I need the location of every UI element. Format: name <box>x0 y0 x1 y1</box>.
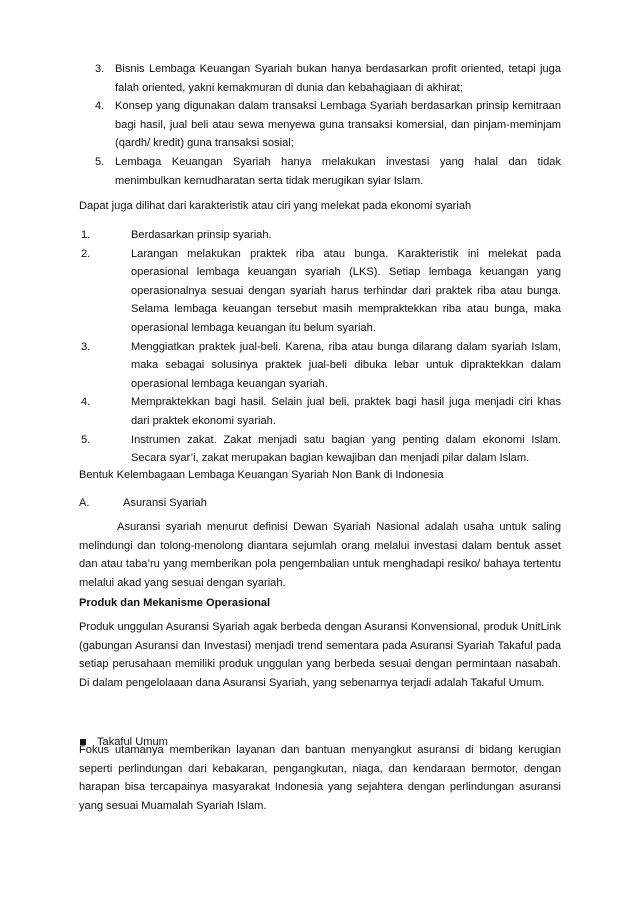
product-heading-text: Produk dan Mekanisme Operasional <box>79 597 271 609</box>
list-item <box>79 245 561 338</box>
list-item <box>79 393 561 430</box>
list-item <box>79 153 561 190</box>
list-number: 1. <box>81 229 91 241</box>
section-a-title: Asuransi Syariah <box>123 497 207 509</box>
product-paragraph: Produk unggulan Asuransi Syariah agak berbeda dengan Asuransi Konvensional, produk UnitLink (gabungan Asuransi dan Investasi) menjadi trend sementara pada Asuransi Syariah Takaful pada setiap perusahaan memiliki produk unggulan yang berbeda sesuai dengan permintaan nasabah. Di dalam pengelolaaan dana Asuransi Syariah, yang sebenarnya terjadi adalah Takaful Umum. <box>79 621 561 689</box>
list-number: 5. <box>95 155 105 168</box>
list-item <box>79 226 561 245</box>
list-text: Instrumen zakat. Zakat menjadi satu bagian yang penting dalam ekonomi Islam. Secara syar’i, zakat merupakan bagian kewajiban dan menjadi pilar dalam Islam. <box>131 433 561 465</box>
list-text: Larangan melakukan praktek riba atau bunga. Karakteristik ini melekat pada operasional lembaga keuangan syariah (LKS). Setiap lembaga keuangan yang operasionalnya sesuai dengan syariah harus terhindar dari praktek riba atau bunga. Selama lembaga keuangan tersebut masih mempraktekkan riba atau bunga, maka operasional lembaga keuangan itu belum syariah. <box>131 247 561 334</box>
list-number: 2. <box>81 247 91 260</box>
characteristics-intro <box>79 197 561 216</box>
list-item <box>79 97 561 153</box>
list-item <box>79 431 561 468</box>
list-number: 3. <box>81 340 91 353</box>
list-item <box>79 338 561 394</box>
list-text: Mempraktekkan bagi hasil. Selain jual beli, praktek bagi hasil juga menjadi ciri khas dari praktek ekonomi syariah. <box>131 396 561 427</box>
list-number: 4. <box>81 396 91 409</box>
bullet-text: Takaful Umum <box>97 735 168 748</box>
list-text: Menggiatkan praktek jual-beli. Karena, riba atau bunga dilarang dalam syariah Islam, maka sebagai solusinya praktek jual-beli dibuka lebar untuk dipraktekkan dalam operasional lembaga keuangan syariah. <box>131 340 561 390</box>
section-heading <box>79 466 561 485</box>
section-heading-text: Bentuk Kelembagaan Lembaga Keuangan Syariah Non Bank di Indonesia <box>79 469 444 481</box>
list-text: Berdasarkan prinsip syariah. <box>131 229 272 241</box>
list-number: 4. <box>95 100 105 113</box>
section-a-label: A. <box>79 497 90 509</box>
intro-paragraph: Dapat juga dilihat dari karakteristik atau ciri yang melekat pada ekonomi syariah <box>79 200 472 212</box>
definition-block <box>79 518 561 592</box>
section-a-heading <box>79 494 561 513</box>
top-numbered-list <box>79 60 561 190</box>
list-item <box>79 60 561 97</box>
focus-paragraph: Fokus utamanya memberikan layanan dan bantuan menyangkut asuransi di bidang kerugian seperti perlindungan dari kebakaran, pengangkutan, niaga, dan kendaraan bermotor, dengan harapan bisa tercapainya masyarakat Indonesia yang sejahtera dengan perlindungan asuransi yang sesuai Muamalah Syariah Islam. <box>79 744 561 812</box>
list-number: 3. <box>95 63 105 75</box>
list-text: Bisnis Lembaga Keuangan Syariah bukan hanya berdasarkan profit oriented, tetapi juga falah oriented, yakni kemakmuran di dunia dan kebahagiaan di akhirat; <box>115 63 561 94</box>
characteristics-list <box>79 226 561 468</box>
product-heading <box>79 594 561 613</box>
list-text: Lembaga Keuangan Syariah hanya melakukan investasi yang halal dan tidak menimbulkan kemudharatan serta tidak merugikan syiar Islam. <box>115 155 561 187</box>
list-text: Konsep yang digunakan dalam transaksi Lembaga Syariah berdasarkan prinsip kemitraan bagi hasil, jual beli atau sewa menyewa guna transaksi komersial, dan pinjam-meminjam (qardh/ kredit) guna transaksi sosial; <box>115 100 561 150</box>
list-number: 5. <box>81 433 91 446</box>
definition-paragraph: Asuransi syariah menurut definisi Dewan Syariah Nasional adalah usaha untuk saling melindungi dan tolong-menolong diantara sejumlah orang melalui investasi dalam bentuk asset dan atau taba’ru yang memberikan pola pengembalian untuk menghadapi resiko/ bahaya tertentu melalui akad yang sesuai dengan syariah. <box>79 521 561 589</box>
focus-block <box>79 741 561 815</box>
product-block <box>79 618 561 692</box>
